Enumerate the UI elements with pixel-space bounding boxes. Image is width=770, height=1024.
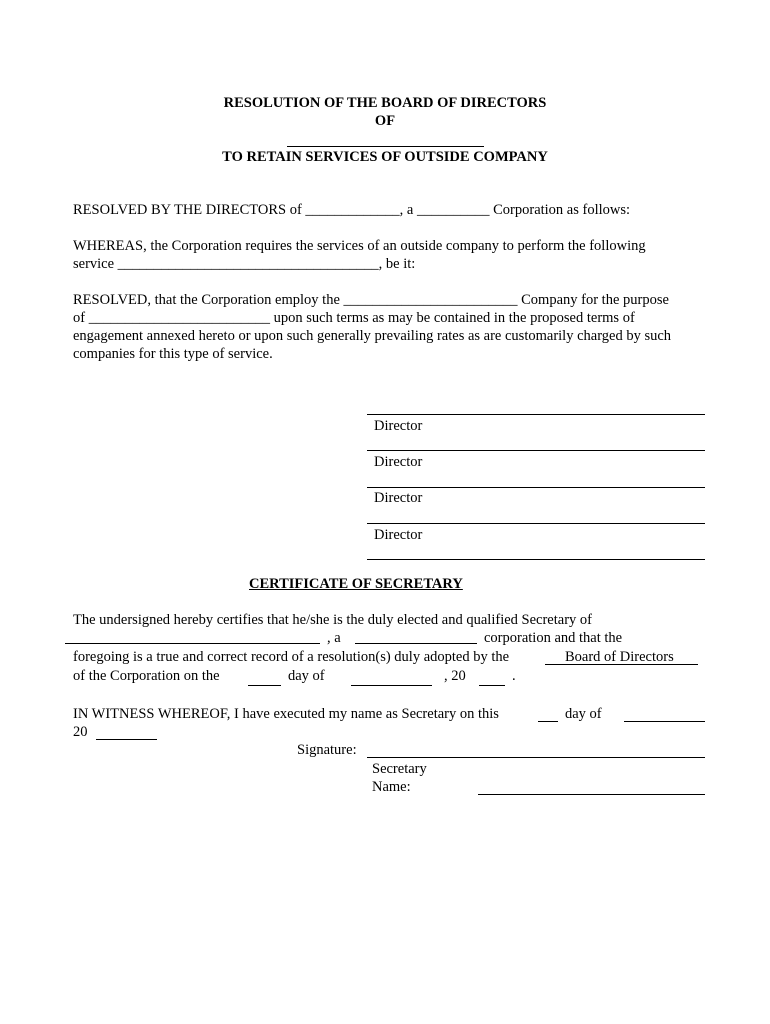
director-label-1: Director — [374, 418, 423, 434]
title-line-3: TO RETAIN SERVICES OF OUTSIDE COMPANY — [222, 149, 548, 165]
resolved-line-3: engagement annexed hereto or upon such generally prevailing rates as are customarily charged by such — [73, 328, 672, 344]
director-signature-line-1[interactable] — [367, 414, 705, 415]
secretary-label: Secretary — [372, 761, 427, 777]
director-signature-line-4[interactable] — [367, 523, 705, 524]
signature-label: Signature: — [297, 742, 357, 758]
whereas-line-1: WHEREAS, the Corporation requires the services of an outside company to perform the following — [73, 238, 646, 254]
secretary-signature-line[interactable] — [367, 757, 705, 758]
director-signature-line-3[interactable] — [367, 487, 705, 488]
title-line-2: OF — [374, 113, 396, 129]
whereas-line-2: service ____________________________________, be it: — [73, 256, 416, 272]
corporation-name-blank[interactable] — [65, 643, 320, 644]
name-label: Name: — [372, 779, 411, 795]
resolved-by-text: RESOLVED BY THE DIRECTORS of _____________, a __________ Corporation as follows: — [73, 202, 631, 218]
witness-day-of-text: day of — [565, 706, 602, 722]
comma-a-text: , a — [327, 630, 341, 646]
period-text: . — [512, 668, 516, 684]
certificate-line-4-a: of the Corporation on the — [73, 668, 220, 684]
director-label-3: Director — [374, 490, 423, 506]
corporation-text: corporation and that the — [484, 630, 623, 646]
director-label-4: Director — [374, 527, 423, 543]
witness-year-blank[interactable] — [96, 739, 157, 740]
secretary-name-line[interactable] — [478, 794, 705, 795]
director-label-2: Director — [374, 454, 423, 470]
certificate-heading: CERTIFICATE OF SECRETARY — [249, 576, 463, 592]
director-signature-line-2[interactable] — [367, 450, 705, 451]
witness-text: IN WITNESS WHEREOF, I have executed my name as Secretary on this — [73, 706, 499, 722]
title-line-1: RESOLUTION OF THE BOARD OF DIRECTORS — [223, 95, 547, 111]
state-blank[interactable] — [355, 643, 477, 644]
day-of-text: day of — [288, 668, 325, 684]
witness-year-prefix: 20 — [73, 724, 88, 740]
adoption-day-blank[interactable] — [248, 685, 281, 686]
year-20-text: , 20 — [444, 668, 466, 684]
witness-day-blank[interactable] — [538, 721, 558, 722]
board-of-directors-value[interactable]: Board of Directors — [565, 649, 674, 665]
witness-month-blank[interactable] — [624, 721, 705, 722]
certificate-line-1: The undersigned hereby certifies that he/she is the duly elected and qualified Secretary of — [73, 612, 592, 628]
resolved-line-2: of _________________________ upon such terms as may be contained in the proposed terms of — [73, 310, 635, 326]
adoption-month-blank[interactable] — [351, 685, 432, 686]
company-name-blank[interactable] — [287, 146, 484, 147]
adoption-year-blank[interactable] — [479, 685, 505, 686]
resolved-line-4: companies for this type of service. — [73, 346, 273, 362]
director-signature-line-5[interactable] — [367, 559, 705, 560]
resolved-line-1: RESOLVED, that the Corporation employ the ________________________ Company for the purpose — [73, 292, 669, 308]
certificate-line-3: foregoing is a true and correct record of a resolution(s) duly adopted by the — [73, 649, 510, 665]
board-underline — [545, 664, 698, 665]
